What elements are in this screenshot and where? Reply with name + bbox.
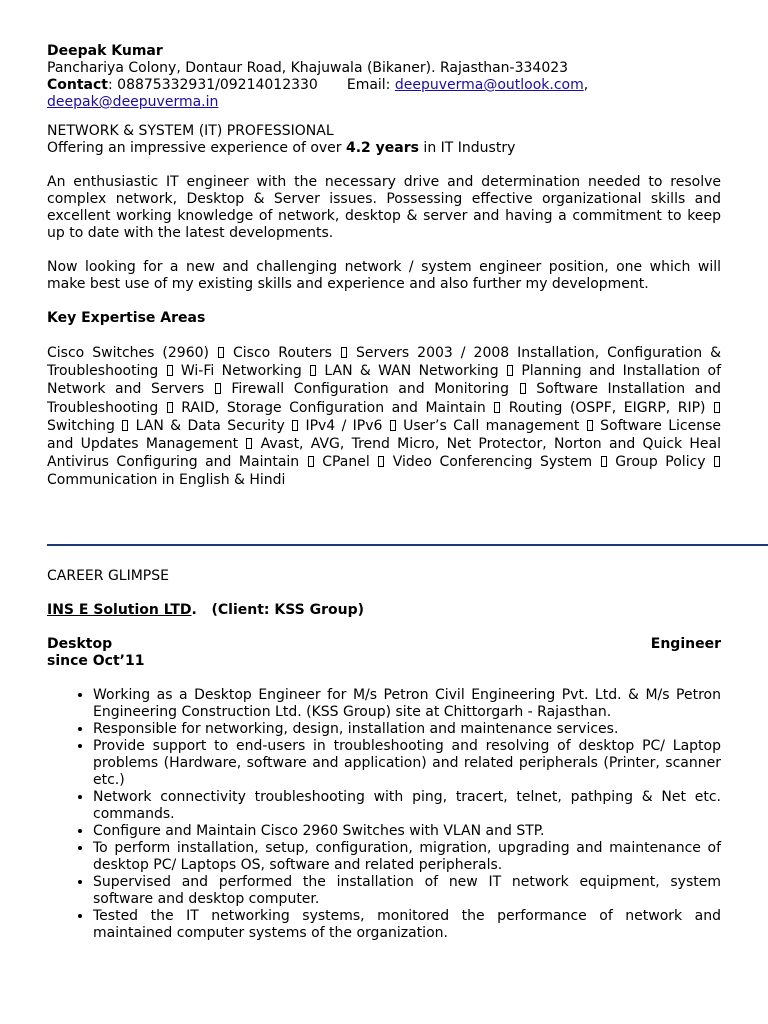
contact-line: Contact: 08875332931/09214012330 Email: deepuverma@outlook.com, [47, 77, 589, 93]
expertise-item: Group Policy [615, 454, 706, 471]
separator-box-icon [714, 456, 720, 467]
address: Panchariya Colony, Dontaur Road, Khajuwala (Bikaner). Rajasthan-334023 [47, 60, 569, 76]
separator-box-icon [246, 438, 252, 449]
expertise-item: User’s Call management [403, 417, 580, 434]
expertise-item: Cisco Switches (2960) [47, 345, 209, 361]
expertise-item: Firewall Configuration and Monitoring [231, 381, 510, 398]
email-label: Email: [346, 77, 391, 93]
separator-box-icon [390, 420, 396, 431]
role-left: Desktop [47, 636, 113, 652]
expertise-item: RAID, Storage Configuration and Maintain [181, 399, 486, 416]
expertise-item: LAN & WAN Networking [324, 363, 499, 380]
expertise-list [47, 344, 721, 490]
separator-box-icon [218, 347, 224, 358]
separator-box-icon [587, 420, 593, 431]
career-heading: CAREER GLIMPSE [47, 568, 169, 584]
separator-box-icon [215, 383, 221, 394]
career-bullet-item: • Network connectivity troubleshooting with ping, tracert, telnet, pathping & Net etc. commands. [93, 789, 721, 823]
separator-box-icon [341, 347, 347, 358]
contact-phone: : 08875332931/09214012330 [108, 77, 318, 93]
experience-line: Offering an impressive experience of over 4.2 years in IT Industry [47, 140, 516, 156]
career-bullet-item: • Working as a Desktop Engineer for M/s Petron Civil Engineering Pvt. Ltd. & M/s Petron Engineering Construction Ltd. (KSS Group) site at Chittorgarh - Rajasthan. [93, 687, 721, 721]
role-line [47, 636, 721, 653]
expertise-item: Avast, AVG, Trend Micro, Net Protector, Norton and Quick Heal Antivirus Configuring and Maintain [47, 436, 722, 471]
career-bullet-item: • To perform installation, setup, configuration, migration, upgrading and maintenance of desktop PC/ Laptops OS, software and related peripherals. [93, 840, 721, 874]
company-line: INS E Solution LTD. (Client: KSS Group) [47, 602, 365, 618]
separator-box-icon [601, 456, 607, 467]
separator-box-icon [122, 420, 128, 431]
career-bullet-item: • Tested the IT networking systems, monitored the performance of network and maintained computer systems of the organization. [93, 908, 721, 942]
email-secondary-link[interactable]: deepak@deepuverma.in [47, 94, 219, 110]
contact-label: Contact [47, 77, 108, 93]
since-date: since Oct’11 [47, 653, 145, 669]
expertise-item: Routing (OSPF, EIGRP, RIP) [508, 399, 706, 416]
summary-paragraph-1: An enthusiastic IT engineer with the necessary drive and determination needed to resolve complex network, Desktop & Server issues. Possessing effective organizational skills and excellent working knowledge of network, desktop & server and having a commitment to keep up to date with the latest developments. [47, 174, 721, 241]
expertise-item: Software Installation and Troubleshooting [47, 381, 722, 416]
expertise-item: LAN & Data Security [135, 417, 285, 434]
career-bullet-item: • Supervised and performed the installation of new IT network equipment, system software and desktop computer. [93, 874, 721, 908]
company-name: INS E Solution LTD [47, 602, 192, 618]
separator-box-icon [714, 402, 720, 413]
expertise-item: Servers 2003 / 2008 Installation, Configuration & Troubleshooting [47, 345, 722, 380]
separator-box-icon [494, 402, 500, 413]
profile-title: NETWORK & SYSTEM (IT) PROFESSIONAL [47, 123, 334, 139]
expertise-item: Wi-Fi Networking [180, 363, 302, 380]
expertise-item: Cisco Routers [233, 345, 332, 361]
expertise-item: Planning and Installation of Network and Servers [47, 363, 722, 398]
separator-box-icon [308, 456, 314, 467]
summary-paragraph-2: Now looking for a new and challenging network / system engineer position, one which will make best use of my existing skills and experience and also further my development. [47, 259, 721, 292]
career-bullet-list [47, 687, 721, 942]
separator-box-icon [310, 365, 316, 376]
separator-box-icon [378, 456, 384, 467]
section-divider [47, 544, 768, 546]
expertise-item: Communication in English & Hindi [47, 472, 286, 489]
candidate-name: Deepak Kumar [47, 43, 163, 59]
resume-page [47, 43, 721, 490]
separator-box-icon [167, 402, 173, 413]
expertise-item: Switching [47, 417, 115, 434]
separator-box-icon [292, 420, 298, 431]
separator-box-icon [520, 383, 526, 394]
expertise-item: Video Conferencing System [392, 454, 593, 471]
expertise-item: IPv4 / IPv6 [305, 417, 383, 434]
expertise-heading: Key Expertise Areas [47, 310, 206, 326]
role-right: Engineer [650, 636, 721, 652]
experience-value: 4.2 years [346, 140, 419, 156]
career-section [47, 568, 721, 942]
expertise-item: Software License and Updates Management [47, 417, 721, 453]
client-name: (Client: KSS Group) [211, 602, 365, 618]
separator-box-icon [507, 365, 513, 376]
career-bullet-item: • Responsible for networking, design, installation and maintenance services. [93, 721, 721, 738]
career-bullet-item: • Configure and Maintain Cisco 2960 Switches with VLAN and STP. [93, 823, 721, 840]
career-bullet-item: • Provide support to end-users in troubleshooting and resolving of desktop PC/ Laptop problems (Hardware, software and application) and related peripherals (Printer, scanner etc.) [93, 738, 721, 789]
separator-box-icon [167, 365, 173, 376]
expertise-item: CPanel [322, 454, 370, 471]
email-primary-link[interactable]: deepuverma@outlook.com [394, 77, 584, 93]
